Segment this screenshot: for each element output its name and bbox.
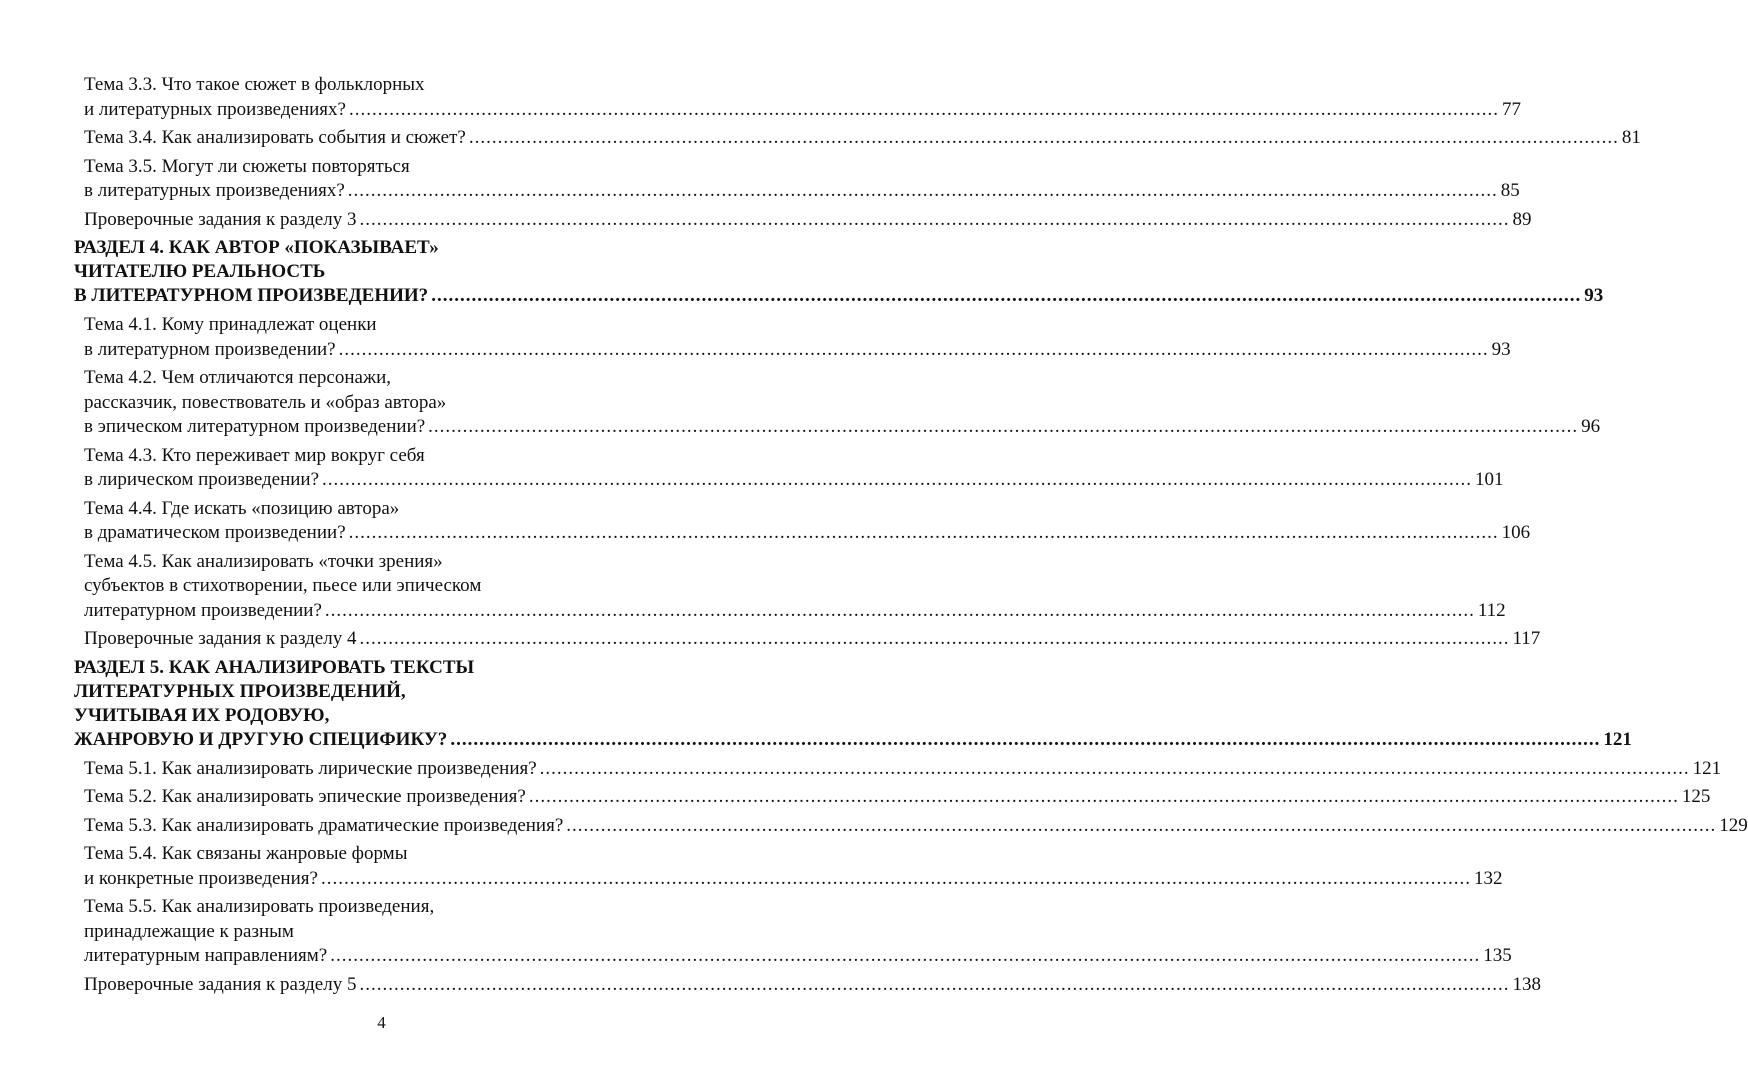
dot-leader: ........................................................................................................................................................................................................: [359, 628, 1510, 649]
dot-leader: ........................................................................................................................................................................................................: [359, 973, 1510, 995]
toc-page-number: 132: [1473, 867, 1503, 889]
toc-entry-title-line: Тема 3.4. Как анализировать события и сюжет?: [84, 127, 466, 148]
toc-entry-title-line: Проверочные задания к разделу 5: [84, 973, 357, 995]
toc-entry-title-line: Проверочные задания к разделу 3: [84, 208, 357, 230]
toc-entry: [74, 313, 1511, 362]
dot-leader: ........................................................................................................................................................................................................: [330, 945, 1481, 966]
toc-entry-title-line: Тема 5.5. Как анализировать произведения,: [84, 896, 435, 917]
toc-entry-last-line: [84, 867, 1503, 892]
toc-entry: [74, 155, 1520, 204]
table-of-contents: [74, 73, 1748, 1001]
dot-leader: ........................................................................................................................................................................................................: [468, 127, 1619, 148]
toc-page-number: 117: [1512, 628, 1541, 649]
toc-entry-title-line: субъектов в стихотворении, пьесе или эпическом: [84, 575, 482, 596]
toc-entry-title-line: Тема 3.3. Что такое сюжет в фольклорных: [84, 74, 425, 95]
toc-entry-title-line: Тема 4.1. Кому принадлежат оценки: [84, 314, 377, 335]
toc-entry-title-line: в драматическом произведении?: [84, 522, 346, 543]
toc-page-number: 101: [1475, 469, 1504, 490]
page-number: 4: [377, 1013, 386, 1032]
toc-section-heading: [74, 236, 1604, 308]
toc-page-number: 135: [1483, 945, 1512, 966]
toc-entry-title-line: Проверочные задания к разделу 4: [84, 628, 357, 649]
toc-page-number: 89: [1512, 208, 1532, 230]
toc-entry: [74, 73, 1521, 122]
toc-entry-title-line: РАЗДЕЛ 5. КАК АНАЛИЗИРОВАТЬ ТЕКСТЫ: [74, 656, 475, 678]
toc-entry-last-line: [84, 415, 1601, 440]
toc-entry: [74, 757, 1722, 782]
toc-page-number: 121: [1692, 757, 1722, 779]
dot-leader: ........................................................................................................................................................................................................: [324, 599, 1475, 621]
toc-entry-title-line: литературным направлениям?: [84, 945, 328, 966]
toc-entry: [74, 973, 1541, 998]
dot-leader: ........................................................................................................................................................................................................: [428, 416, 1579, 437]
dot-leader: ........................................................................................................................................................................................................: [528, 786, 1679, 807]
toc-entry-title-line: Тема 3.5. Могут ли сюжеты повторяться: [84, 155, 410, 177]
toc-entry-title-line: Тема 5.3. Как анализировать драматические произведения?: [84, 814, 564, 836]
toc-entry-title-line: Тема 4.5. Как анализировать «точки зрения»: [84, 550, 443, 572]
toc-entry-title-line: В ЛИТЕРАТУРНОМ ПРОИЗВЕДЕНИИ?: [74, 285, 429, 306]
toc-entry-last-line: [84, 468, 1504, 493]
toc-section-heading: [74, 656, 1632, 752]
toc-entry-title-line: Тема 5.1. Как анализировать лирические произведения?: [84, 757, 537, 779]
dot-leader: ........................................................................................................................................................................................................: [348, 98, 1499, 120]
toc-page-number: 77: [1501, 98, 1521, 120]
toc-entry: [74, 366, 1601, 440]
toc-page-number: 112: [1477, 599, 1506, 621]
toc-entry: [74, 814, 1748, 839]
toc-entry-title-line: Тема 4.3. Кто переживает мир вокруг себя: [84, 444, 425, 466]
toc-entry-title-line: в лирическом произведении?: [84, 469, 320, 490]
dot-leader: ........................................................................................................................................................................................................: [322, 469, 1473, 490]
toc-entry: [74, 208, 1532, 233]
toc-page-number: 121: [1603, 728, 1632, 750]
dot-leader: ........................................................................................................................................................................................................: [566, 814, 1717, 836]
toc-page-number: 81: [1621, 127, 1641, 148]
toc-entry-title-line: и конкретные произведения?: [84, 867, 318, 889]
toc-entry-last-line: [84, 338, 1511, 363]
dot-leader: ........................................................................................................................................................................................................: [348, 522, 1499, 543]
toc-page-number: 138: [1512, 973, 1541, 995]
toc-entry-title-line: РАЗДЕЛ 4. КАК АВТОР «ПОКАЗЫВАЕТ»: [74, 237, 439, 258]
toc-entry-last-line: [74, 728, 1632, 752]
toc-entry: [74, 444, 1504, 493]
dot-leader: ........................................................................................................................................................................................................: [539, 757, 1690, 779]
dot-leader: ........................................................................................................................................................................................................: [347, 180, 1498, 201]
toc-entry-last-line: [84, 814, 1748, 839]
toc-entry-title-line: в литературных произведениях?: [84, 180, 345, 201]
toc-entry-title-line: принадлежащие к разным: [84, 920, 294, 942]
toc-entry: [74, 842, 1503, 891]
toc-entry-title-line: и литературных произведениях?: [84, 98, 346, 120]
toc-entry-last-line: [84, 208, 1532, 233]
toc-entry-title-line: Тема 5.2. Как анализировать эпические произведения?: [84, 786, 526, 807]
dot-leader: ........................................................................................................................................................................................................: [338, 338, 1489, 360]
toc-entry-title-line: литературном произведении?: [84, 599, 322, 621]
toc-entry-title-line: Тема 5.4. Как связаны жанровые формы: [84, 843, 408, 864]
toc-page-number: 93: [1491, 338, 1511, 360]
toc-entry-last-line: [84, 179, 1520, 204]
toc-entry-last-line: [84, 98, 1521, 123]
toc-entry-last-line: [84, 785, 1711, 810]
toc-entry: [74, 126, 1641, 151]
toc-entry-last-line: [74, 284, 1604, 308]
toc-entry-title-line: УЧИТЫВАЯ ИХ РОДОВУЮ,: [74, 704, 330, 726]
dot-leader: ........................................................................................................................................................................................................: [450, 728, 1601, 750]
toc-page-number: 93: [1584, 285, 1604, 306]
toc-entry-title-line: ЛИТЕРАТУРНЫХ ПРОИЗВЕДЕНИЙ,: [74, 680, 406, 702]
toc-entry-last-line: [84, 627, 1541, 652]
toc-entry-last-line: [84, 757, 1722, 782]
toc-entry-title-line: Тема 4.2. Чем отличаются персонажи,: [84, 367, 391, 388]
toc-page-number: 96: [1581, 416, 1601, 437]
toc-page-number: 129: [1719, 814, 1748, 836]
toc-entry-title-line: ЖАНРОВУЮ И ДРУГУЮ СПЕЦИФИКУ?: [74, 728, 448, 750]
toc-entry-last-line: [84, 521, 1531, 546]
toc-page-number: 106: [1501, 522, 1531, 543]
toc-entry-title-line: Тема 4.4. Где искать «позицию автора»: [84, 497, 400, 519]
toc-page-number: 125: [1681, 786, 1711, 807]
toc-entry-last-line: [84, 599, 1506, 624]
toc-entry: [74, 627, 1541, 652]
toc-entry-title-line: ЧИТАТЕЛЮ РЕАЛЬНОСТЬ: [74, 261, 326, 282]
toc-entry-title-line: рассказчик, повествователь и «образ автора»: [84, 391, 447, 413]
toc-entry: [74, 895, 1512, 969]
toc-entry-last-line: [84, 126, 1641, 151]
toc-entry: [74, 550, 1506, 624]
dot-leader: ........................................................................................................................................................................................................: [320, 867, 1471, 889]
toc-entry: [74, 785, 1711, 810]
dot-leader: ........................................................................................................................................................................................................: [431, 285, 1582, 306]
toc-entry-title-line: в эпическом литературном произведении?: [84, 416, 426, 437]
toc-entry: [74, 497, 1531, 546]
dot-leader: ........................................................................................................................................................................................................: [359, 208, 1510, 230]
toc-entry-last-line: [84, 973, 1541, 998]
toc-page-number: 85: [1500, 180, 1520, 201]
toc-entry-title-line: в литературном произведении?: [84, 338, 336, 360]
toc-entry-last-line: [84, 944, 1512, 969]
